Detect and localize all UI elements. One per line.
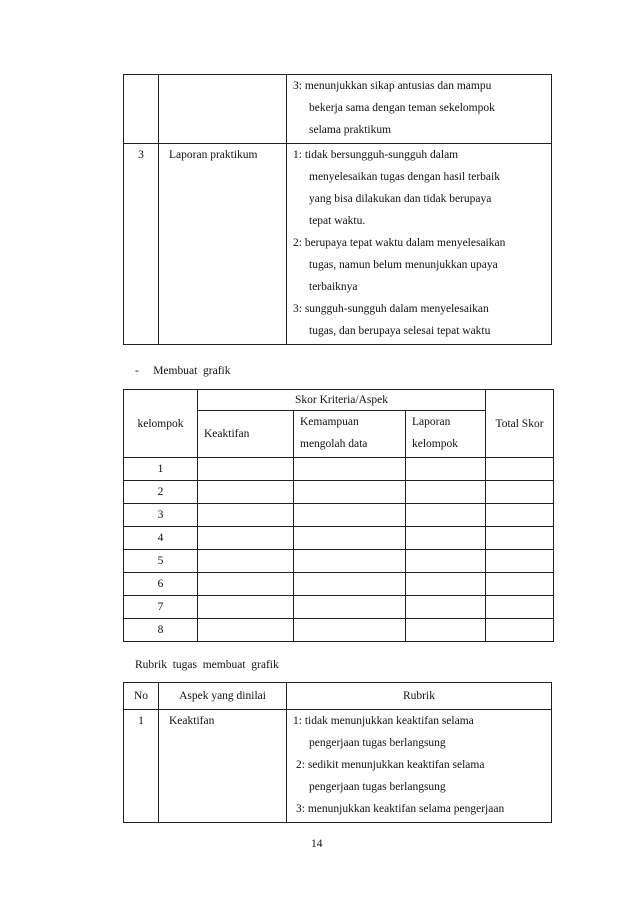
aspect-label: Keaktifan — [169, 715, 215, 727]
group-number: 3 — [124, 504, 198, 527]
rubric-line: selama praktikum — [309, 124, 392, 136]
header-rubrik: Rubrik — [287, 683, 552, 710]
table-row — [124, 75, 552, 144]
row-number-cell — [124, 144, 159, 345]
header-laporan — [406, 411, 486, 458]
rubric-line: 1: tidak menunjukkan keaktifan selama — [293, 715, 474, 727]
row-number: 3 — [138, 149, 144, 161]
group-number: 4 — [124, 527, 198, 550]
header-kemampuan-line: Kemampuan — [300, 416, 359, 428]
rubric-line: yang bisa dilakukan dan tidak berupaya — [309, 193, 492, 205]
group-number: 2 — [124, 481, 198, 504]
rubric-line: tugas, namun belum menunjukkan upaya — [309, 259, 498, 271]
header-total-skor: Total Skor — [486, 390, 554, 458]
rubric-line: bekerja sama dengan teman sekelompok — [309, 102, 495, 114]
table-row — [124, 458, 554, 481]
group-number: 5 — [124, 550, 198, 573]
rubric-line: pengerjaan tugas berlangsung — [309, 737, 446, 749]
header-laporan-line: Laporan — [412, 416, 451, 428]
aspect-cell — [159, 710, 287, 823]
group-number: 1 — [124, 458, 198, 481]
header-skor-kriteria: Skor Kriteria/Aspek — [198, 390, 486, 411]
row-number-cell — [124, 75, 159, 144]
score-table — [123, 389, 554, 642]
rubric-line: 3: menunjukkan sikap antusias dan mampu — [293, 80, 492, 92]
rubric-title: Rubrik tugas membuat grafik — [135, 659, 279, 671]
header-keaktifan: Keaktifan — [198, 411, 294, 458]
table-row — [124, 144, 552, 345]
rubric-table-grafik — [123, 682, 552, 823]
aspect-cell — [159, 75, 287, 144]
row-number: 1 — [138, 715, 144, 727]
table-row — [124, 596, 554, 619]
rubric-line: tepat waktu. — [309, 215, 366, 227]
rubric-line: pengerjaan tugas berlangsung — [309, 781, 446, 793]
aspect-label: Laporan praktikum — [169, 149, 258, 161]
page-number: 14 — [311, 838, 323, 850]
rubric-line: 2: sedikit menunjukkan keaktifan selama — [296, 759, 485, 771]
rubric-cell — [287, 75, 552, 144]
table-row — [124, 550, 554, 573]
header-aspek: Aspek yang dinilai — [159, 683, 287, 710]
rubric-line: tugas, dan berupaya selesai tepat waktu — [309, 325, 491, 337]
row-number-cell — [124, 710, 159, 823]
table-row — [124, 710, 552, 823]
group-number: 8 — [124, 619, 198, 642]
table-header-row — [124, 683, 552, 710]
table-row — [124, 504, 554, 527]
header-laporan-line: kelompok — [412, 438, 458, 450]
table-row — [124, 527, 554, 550]
rubric-line: 2: berupaya tepat waktu dalam menyelesaikan — [293, 237, 506, 249]
header-kelompok: kelompok — [124, 390, 198, 458]
rubric-line: terbaiknya — [309, 281, 358, 293]
table-row — [124, 573, 554, 596]
header-no: No — [124, 683, 159, 710]
rubric-line: menyelesaikan tugas dengan hasil terbaik — [309, 171, 500, 183]
header-kemampuan — [294, 411, 406, 458]
group-number: 7 — [124, 596, 198, 619]
group-number: 6 — [124, 573, 198, 596]
rubric-line: 1: tidak bersungguh-sungguh dalam — [293, 149, 459, 161]
aspect-cell — [159, 144, 287, 345]
rubric-table-praktikum — [123, 74, 552, 345]
rubric-cell — [287, 710, 552, 823]
table-row — [124, 619, 554, 642]
section-heading: - Membuat grafik — [135, 365, 231, 377]
header-kemampuan-line: mengolah data — [300, 438, 368, 450]
rubric-cell — [287, 144, 552, 345]
table-row — [124, 481, 554, 504]
rubric-line: 3: menunjukkan keaktifan selama pengerjaan — [296, 803, 505, 815]
table-header-row — [124, 390, 554, 411]
rubric-line: 3: sungguh-sungguh dalam menyelesaikan — [293, 303, 489, 315]
